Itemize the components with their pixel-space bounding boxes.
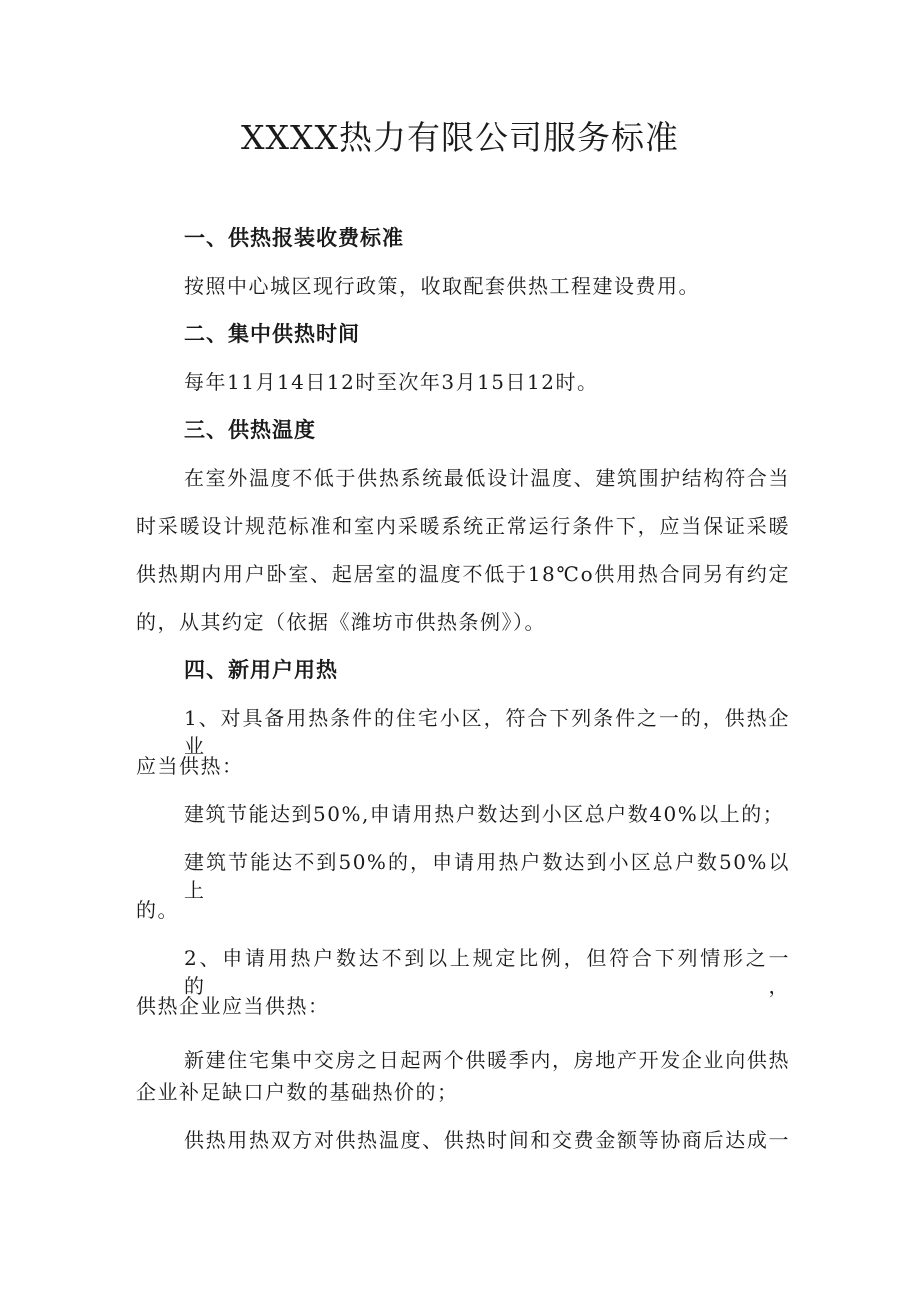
section-3-line-1: 在室外温度不低于供热系统最低设计温度、建筑围护结构符合当	[184, 466, 790, 490]
section-3-line-3: 供热期内用户卧室、起居室的温度不低于18℃o供用热合同另有约定	[136, 562, 790, 586]
section-4-line-3: 建筑节能达到50%,申请用热户数达到小区总户数40%以上的；	[184, 802, 785, 826]
section-3-line-4: 的，从其约定（依据《潍坊市供热条例》）。	[136, 610, 546, 634]
section-4-line-8: 新建住宅集中交房之日起两个供暖季内，房地产开发企业向供热	[184, 1048, 790, 1072]
section-2-line-1: 每年11月14日12时至次年3月15日12时。	[184, 370, 599, 394]
section-heading-1: 一、供热报装收费标准	[184, 226, 404, 250]
section-3-line-2: 时采暖设计规范标准和室内采暖系统正常运行条件下，应当保证采暖	[136, 514, 790, 538]
section-heading-2: 二、集中供热时间	[184, 322, 360, 346]
section-4-line-1: 1、对具备用热条件的住宅小区，符合下列条件之一的，供热企业	[184, 706, 790, 758]
section-4-line-7: 供热企业应当供热：	[136, 994, 330, 1018]
section-4-line-5: 的。	[136, 898, 179, 922]
section-4-line-9: 企业补足缺口户数的基础热价的；	[136, 1080, 459, 1104]
section-4-line-10: 供热用热双方对供热温度、供热时间和交费金额等协商后达成一	[184, 1128, 790, 1152]
section-1-line-1: 按照中心城区现行政策，收取配套供热工程建设费用。	[184, 274, 700, 298]
section-heading-3: 三、供热温度	[184, 418, 316, 442]
section-4-line-4: 建筑节能达不到50%的，申请用热户数达到小区总户数50%以上	[184, 850, 790, 902]
section-heading-4: 四、新用户用热	[184, 658, 338, 682]
document-title: XXXX热力有限公司服务标准	[241, 118, 679, 157]
section-4-line-2: 应当供热：	[136, 754, 244, 778]
section-4-line-6: 2、申请用热户数达不到以上规定比例，但符合下列情形之一的，	[184, 946, 790, 998]
